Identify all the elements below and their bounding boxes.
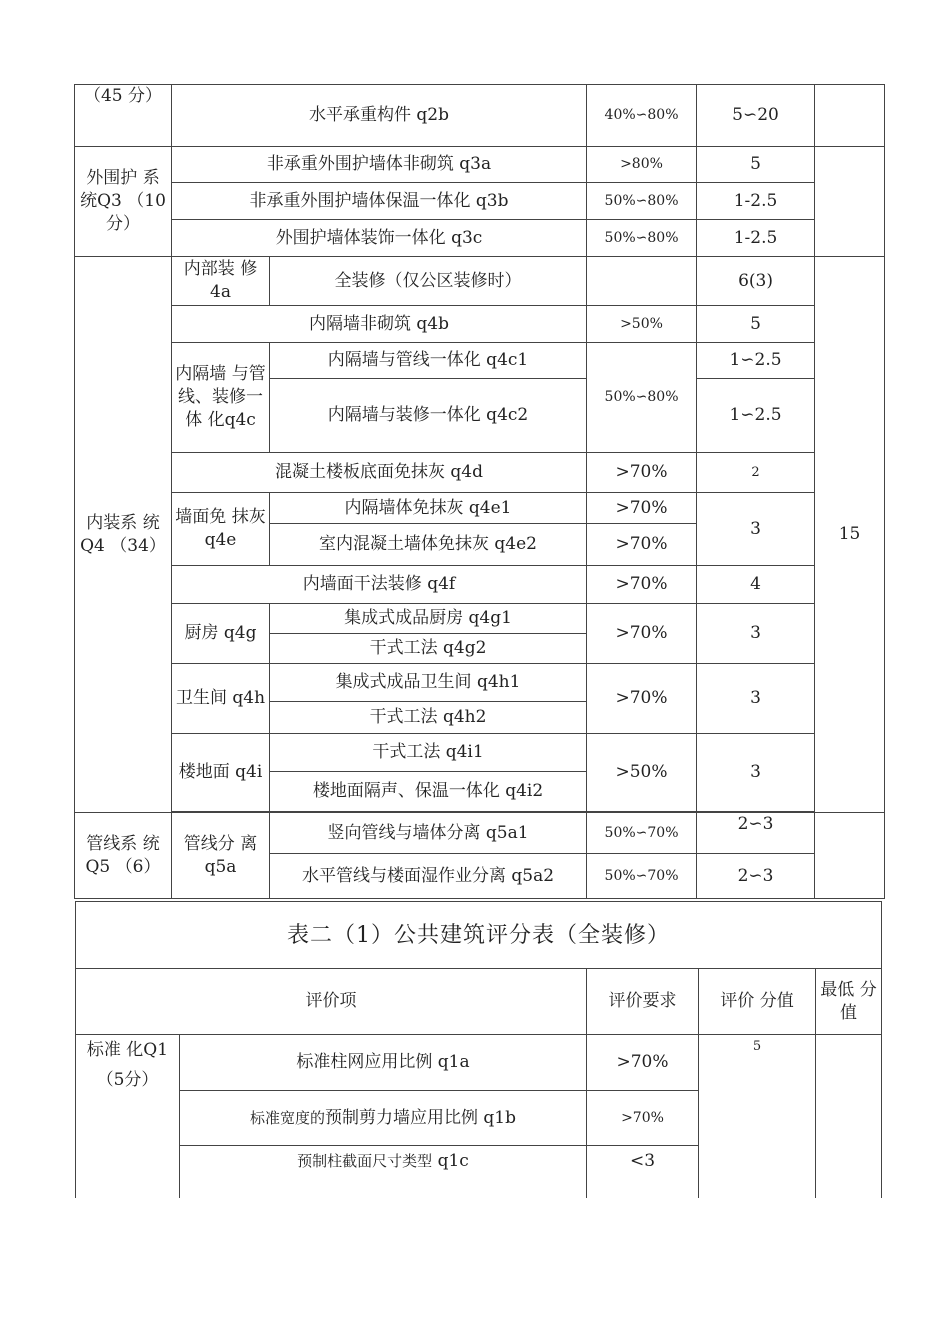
q4f-item: 内墙面干法装修 q4f (172, 566, 587, 604)
q4h1-item: 集成式成品卫生间 q4h1 (270, 664, 587, 702)
q4h2-item: 干式工法 q4h2 (270, 702, 587, 734)
q2b-requirement: 40%∽80% (587, 85, 697, 147)
q4b-score: 5 (697, 306, 815, 343)
q5a2-requirement: 50%∽70% (587, 854, 697, 899)
q4e2-requirement: >70% (587, 524, 697, 566)
q1c-item-rest: q1c (432, 1151, 469, 1171)
q4c2-score: 1∽2.5 (697, 379, 815, 453)
q4i1-item: 干式工法 q4i1 (270, 734, 587, 772)
q4c-requirement: 50%∽80% (587, 343, 697, 453)
q5a1-score: 2∽3 (697, 813, 815, 854)
q5-label: 管线系 统Q5 （6） (75, 813, 172, 899)
q4a-requirement (587, 257, 697, 306)
q4d-item: 混凝土楼板底面免抹灰 q4d (172, 453, 587, 493)
q1c-item-sans: 预制柱截面尺寸类型 (297, 1152, 433, 1170)
header-min-score: 最低 分值 (816, 969, 882, 1035)
table-title: 表二（1）公共建筑评分表（全装修） (76, 902, 882, 969)
q1c-item (180, 1146, 587, 1198)
q5-min-cell (815, 813, 885, 899)
q3b-item: 非承重外围护墙体保温一体化 q3b (172, 183, 587, 220)
q5a1-requirement: 50%∽70% (587, 813, 697, 854)
q3c-requirement: 50%∽80% (587, 220, 697, 257)
q4g-score: 3 (697, 604, 815, 664)
q5a2-score: 2∽3 (697, 854, 815, 899)
header-score: 评价 分值 (699, 969, 816, 1035)
q4i-group: 楼地面 q4i (172, 734, 270, 812)
q1b-requirement: >70% (587, 1091, 699, 1146)
q3b-score: 1-2.5 (697, 183, 815, 220)
q4e-score: 3 (697, 493, 815, 566)
q3a-score: 5 (697, 147, 815, 183)
q4d-score: 2 (697, 453, 815, 493)
q1a-requirement: >70% (587, 1035, 699, 1091)
header-requirement: 评价要求 (587, 969, 699, 1035)
q4b-item: 内隔墙非砌筑 q4b (172, 306, 587, 343)
q4i2-item: 楼地面隔声、保温一体化 q4i2 (270, 772, 587, 812)
q2b-score: 5∽20 (697, 85, 815, 147)
q4c-group: 内隔墙 与管线、装修一体 化q4c (172, 343, 270, 453)
q4e1-item: 内隔墙体免抹灰 q4e1 (270, 493, 587, 524)
score-table-continued (74, 84, 885, 899)
q4-label: 内装系 统Q4 （34） (75, 257, 172, 813)
q1c-requirement: <3 (587, 1146, 699, 1198)
q3a-requirement: >80% (587, 147, 697, 183)
q3-min-cell (815, 147, 885, 257)
q1b-item-sans: 标准宽度的 (250, 1108, 326, 1127)
q5a-group: 管线分 离q5a (172, 813, 270, 899)
q4a-score: 6(3) (697, 257, 815, 306)
q1b-item (180, 1091, 587, 1146)
q1-label: 标准 化Q1 （5分） (76, 1035, 180, 1198)
q1-score: 5 (699, 1035, 816, 1198)
q4h-group: 卫生间 q4h (172, 664, 270, 734)
q3b-requirement: 50%∽80% (587, 183, 697, 220)
q4h-score: 3 (697, 664, 815, 734)
q4-min-score: 15 (815, 257, 885, 813)
q4d-requirement: >70% (587, 453, 697, 493)
q5a2-item: 水平管线与楼面湿作业分离 q5a2 (270, 854, 587, 899)
header-item: 评价项 (76, 969, 587, 1035)
q4e1-requirement: >70% (587, 493, 697, 524)
q3-label: 外围护 系统Q3 （10分） (75, 147, 172, 257)
q3a-item: 非承重外围护墙体非砌筑 q3a (172, 147, 587, 183)
q4g1-item: 集成式成品厨房 q4g1 (270, 604, 587, 634)
q2-min-cell (815, 85, 885, 147)
q4g-group: 厨房 q4g (172, 604, 270, 664)
public-building-score-table (75, 901, 882, 1198)
q3c-score: 1-2.5 (697, 220, 815, 257)
q4g2-item: 干式工法 q4g2 (270, 634, 587, 664)
q4i-requirement: >50% (587, 734, 697, 812)
q4a-item: 全装修（仅公区装修时） (270, 257, 587, 306)
q4c1-score: 1∽2.5 (697, 343, 815, 379)
q3c-item: 外围护墙体装饰一体化 q3c (172, 220, 587, 257)
q1-min-cell (816, 1035, 882, 1198)
q4f-requirement: >70% (587, 566, 697, 604)
q4e-group: 墙面免 抹灰 q4e (172, 493, 270, 566)
q2-score-label: （45 分） (75, 85, 172, 147)
q4a-group: 内部装 修4a (172, 257, 270, 306)
q1a-item: 标准柱网应用比例 q1a (180, 1035, 587, 1091)
q4i-score: 3 (697, 734, 815, 812)
q4f-score: 4 (697, 566, 815, 604)
q4e2-item: 室内混凝土墙体免抹灰 q4e2 (270, 524, 587, 566)
q4b-requirement: >50% (587, 306, 697, 343)
q4c1-item: 内隔墙与管线一体化 q4c1 (270, 343, 587, 379)
q1b-item-rest: 预制剪力墙应用比例 q1b (325, 1107, 516, 1128)
q5a1-item: 竖向管线与墙体分离 q5a1 (270, 813, 587, 854)
q4h-requirement: >70% (587, 664, 697, 734)
q4c2-item: 内隔墙与装修一体化 q4c2 (270, 379, 587, 453)
q4g-requirement: >70% (587, 604, 697, 664)
q2b-item: 水平承重构件 q2b (172, 85, 587, 147)
